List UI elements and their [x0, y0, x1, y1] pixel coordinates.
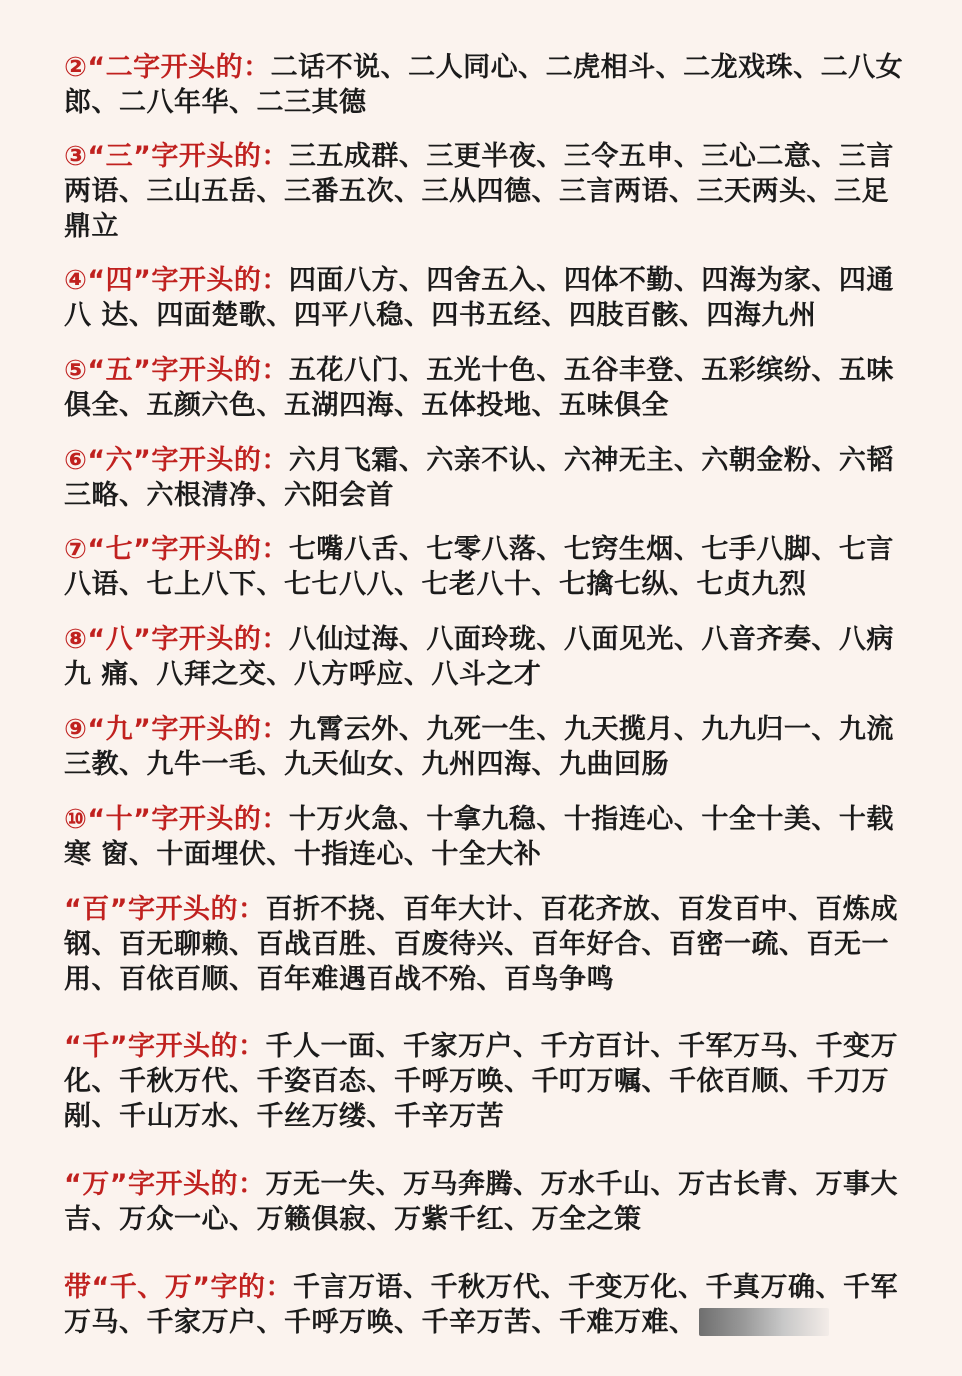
section-label: ⑤“五”字开头的： — [64, 355, 289, 386]
section-label: “百”字开头的： — [64, 894, 266, 925]
section-two — [64, 50, 910, 120]
section-text: 二话不说、二人同心、二虎相斗、二龙戏珠、二八女郎、二八年华、二三其德 — [64, 52, 904, 118]
section-eight — [64, 622, 910, 692]
section-label: 带“千、万”字的： — [64, 1272, 293, 1303]
section-text: 十万火急、十拿九稳、十指连心、十全十美、十载寒 窗、十面埋伏、十指连心、十全大补 — [64, 804, 894, 870]
section-text: 八仙过海、八面玲珑、八面见光、八音齐奏、八病九 痛、八拜之交、八方呼应、八斗之才 — [64, 624, 894, 690]
section-text: 七嘴八舌、七零八落、七窍生烟、七手八脚、七言八语、七上八下、七七八八、七老八十、七擒七纵、七贞九烈 — [64, 534, 894, 600]
section-text: 五花八门、五光十色、五谷丰登、五彩缤纷、五味俱全、五颜六色、五湖四海、五体投地、五味俱全 — [64, 355, 894, 421]
section-text: 六月飞霜、六亲不认、六神无主、六朝金粉、六韬三略、六根清净、六阳会首 — [64, 445, 894, 511]
section-label: ⑦“七”字开头的： — [64, 534, 289, 565]
section-label: ⑨“九”字开头的： — [64, 714, 289, 745]
section-thousand-ten-thousand — [64, 1270, 910, 1340]
section-label: ②“二字开头的： — [64, 52, 271, 83]
section-three — [64, 139, 910, 244]
section-label: ③“三”字开头的： — [64, 141, 289, 172]
section-text: 千人一面、千家万户、千方百计、千军万马、千变万化、千秋万代、千姿百态、千呼万唤、千叮万嘱、千依百顺、千刀万剐、千山万水、千丝万缕、千辛万苦 — [64, 1031, 898, 1132]
section-thousand — [64, 1029, 932, 1134]
section-ten — [64, 802, 910, 872]
section-text: 千言万语、千秋万代、千变万化、千真万确、千军万马、千家万户、千呼万唤、千辛万苦、千难万难、 — [64, 1272, 898, 1338]
section-label: ⑧“八”字开头的： — [64, 624, 289, 655]
section-five — [64, 353, 910, 423]
section-text: 四面八方、四舍五入、四体不勤、四海为家、四通八 达、四面楚歌、四平八稳、四书五经、四肢百骸、四海九州 — [64, 265, 894, 331]
section-text: 三五成群、三更半夜、三令五申、三心二意、三言两语、三山五岳、三番五次、三从四德、三言两语、三天两头、三足鼎立 — [64, 141, 894, 242]
section-label: ④“四”字开头的： — [64, 265, 289, 296]
section-nine — [64, 712, 910, 782]
section-label: ⑥“六”字开头的： — [64, 445, 289, 476]
section-seven — [64, 532, 910, 602]
section-text: 九霄云外、九死一生、九天揽月、九九归一、九流三教、九牛一毛、九天仙女、九州四海、九曲回肠 — [64, 714, 894, 780]
section-label: ⑩“十”字开头的： — [64, 804, 289, 835]
section-text: 百折不挠、百年大计、百花齐放、百发百中、百炼成钢、百无聊赖、百战百胜、百废待兴、百年好合、百密一疏、百无一用、百依百顺、百年难遇百战不殆、百鸟争鸣 — [64, 894, 898, 995]
section-six — [64, 443, 910, 513]
section-label: “万”字开头的： — [64, 1169, 266, 1200]
section-hundred — [64, 892, 932, 997]
section-text: 万无一失、万马奔腾、万水千山、万古长青、万事大吉、万众一心、万籁俱寂、万紫千红、万全之策 — [64, 1169, 898, 1235]
section-four — [64, 263, 910, 333]
redaction-bar — [699, 1308, 829, 1336]
section-label: “千”字开头的： — [64, 1031, 266, 1062]
section-ten-thousand — [64, 1167, 910, 1237]
